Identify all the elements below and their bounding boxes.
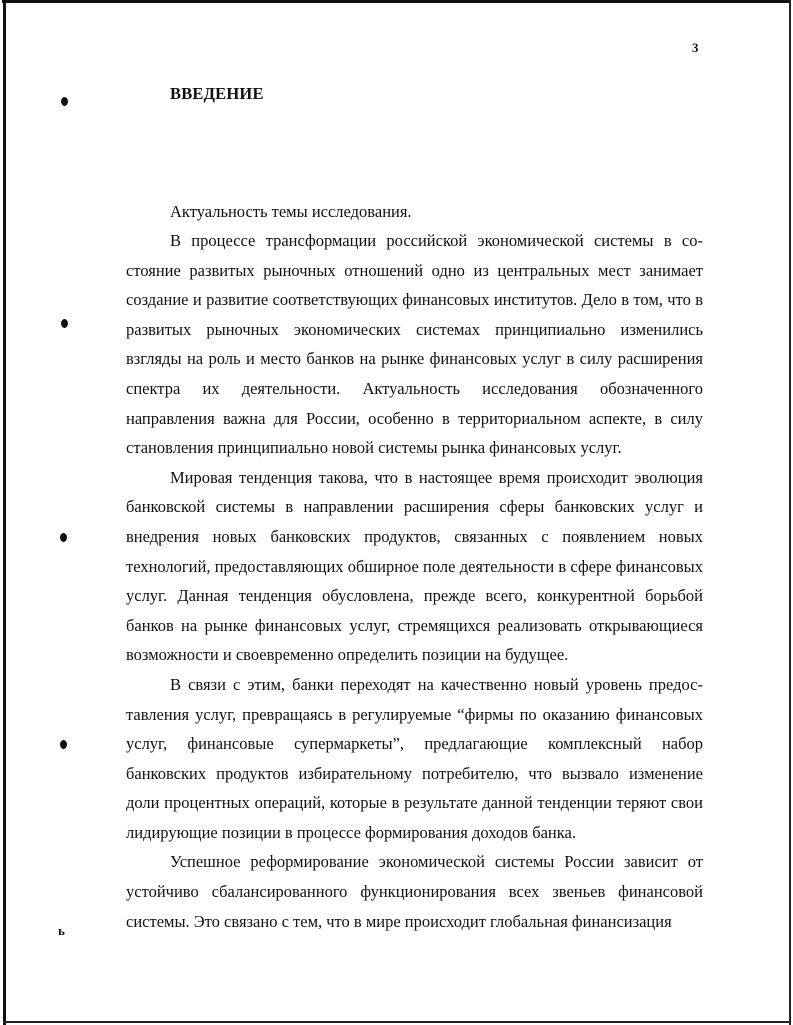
binding-hole-mark bbox=[60, 533, 67, 542]
paragraph-2: Мировая тенденция такова, что в настоящее время происходит эволюция банковской системы в направлении расширения сферы банковских услуг и внедрения новых банковских продуктов, связанных с появлением новых технологий, предоставляющих обширное поле деятельности в сфере финансовых услуг. Данная тенденция обусловлена, прежде всего, конкурентной борьбой банков на рынке финансовых услуг, стремящихся реализовать открывающиеся возможности и своевременно определить позиции на будущее. bbox=[126, 467, 703, 665]
section-subheading: Актуальность темы исследования. bbox=[170, 202, 412, 221]
binding-hole-mark bbox=[60, 740, 67, 749]
binding-hole-mark: ь bbox=[58, 923, 65, 938]
body-text bbox=[126, 226, 703, 936]
binding-hole-mark bbox=[61, 319, 68, 328]
paragraph-4: Успешное реформирование экономической системы России зависит от устойчиво сбалансированного функционирования всех звеньев финансовой системы. Это связано с тем, что в мире происходит глобальная финансизация bbox=[126, 852, 703, 931]
paragraph-3: В связи с этим, банки переходят на качественно новый уровень предоставления услуг, превращаясь в регулируемые “фирмы по оказанию финансовых услуг, финансовые супермаркеты”, предлагающие комплексный набор банковских продуктов избирательному потребителю, что вызвало изменение доли процентных операций, которые в результате данной тенденции теряют свои лидирующие позиции в процессе формирования доходов банка. bbox=[126, 674, 703, 842]
page-number: 3 bbox=[692, 40, 699, 55]
scan-border-left bbox=[3, 0, 6, 1025]
scan-border-bottom bbox=[3, 1021, 791, 1023]
scan-border-right bbox=[789, 0, 791, 1025]
scan-border-top bbox=[2, 0, 791, 3]
paragraph-1: В процессе трансформации российской экономической системы в состояние развитых рыночных отношений одно из центральных мест занимает создание и развитие соответствующих финансовых институтов. Дело в том, что в развитых рыночных экономических системах принципиально изменились взгляды на роль и место банков на рынке финансовых услуг в силу расширения спектра их деятельности. Актуальность исследования обозначенного направления важна для России, особенно в территориальном аспекте, в силу становления принципиально новой системы рынка финансовых услуг. bbox=[126, 231, 703, 458]
section-heading: ВВЕДЕНИЕ bbox=[170, 84, 264, 103]
binding-hole-mark bbox=[61, 97, 68, 106]
